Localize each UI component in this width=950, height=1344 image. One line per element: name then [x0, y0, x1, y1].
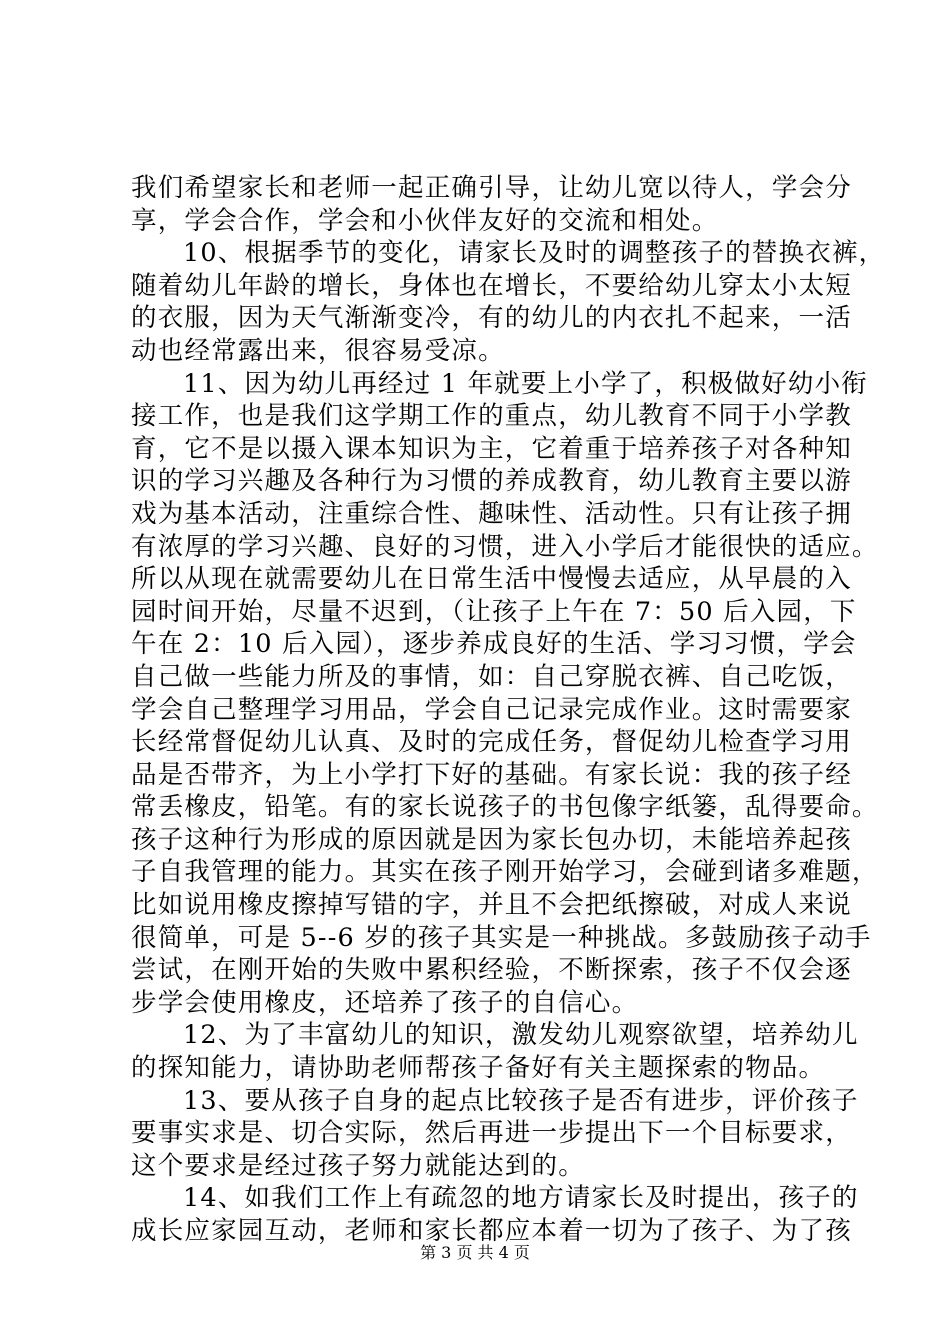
- text-line: 12、为了丰富幼儿的知识，激发幼儿观察欲望，培养幼儿: [183, 1020, 859, 1051]
- document-body: [131, 172, 886, 1248]
- text-line: 午在 2：10 后入园），逐步养成良好的生活、学习习惯，学会: [131, 629, 857, 660]
- text-line: 长经常督促幼儿认真、及时的完成任务，督促幼儿检查学习用: [131, 727, 852, 758]
- page-number: 第 3 页 共 4 页: [420, 1243, 530, 1262]
- page-footer: [0, 1243, 950, 1263]
- text-line: 要事实求是、切合实际，然后再进一步提出下一个目标要求，: [131, 1118, 852, 1149]
- text-line: 有浓厚的学习兴趣、良好的习惯，进入小学后才能很快的适应。: [131, 531, 879, 562]
- text-line: 所以从现在就需要幼儿在日常生活中慢慢去适应，从早晨的入: [131, 564, 852, 595]
- text-line: 10、根据季节的变化，请家长及时的调整孩子的替换衣裤，: [183, 238, 886, 269]
- text-line: 常丢橡皮，铅笔。有的家长说孩子的书包像字纸篓，乱得要命。: [131, 792, 879, 823]
- text-line: 13、要从孩子自身的起点比较孩子是否有进步，评价孩子: [183, 1085, 859, 1116]
- text-line: 尝试，在刚开始的失败中累积经验，不断探索，孩子不仅会逐: [131, 955, 852, 986]
- text-line: 识的学习兴趣及各种行为习惯的养成教育，幼儿教育主要以游: [131, 466, 852, 497]
- text-line: 园时间开始，尽量不迟到，（让孩子上午在 7：50 后入园，下: [131, 596, 857, 627]
- text-line: 品是否带齐，为上小学打下好的基础。有家长说：我的孩子经: [131, 759, 852, 790]
- text-line: 14、如我们工作上有疏忽的地方请家长及时提出，孩子的: [183, 1183, 859, 1214]
- text-line: 的探知能力，请协助老师帮孩子备好有关主题探索的物品。: [131, 1053, 826, 1084]
- text-line: 自己做一些能力所及的事情，如：自己穿脱衣裤、自己吃饭，: [131, 661, 852, 692]
- text-line: 11、因为幼儿再经过 1 年就要上小学了，积极做好幼小衔: [183, 368, 868, 399]
- text-line: 子自我管理的能力。其实在孩子刚开始学习，会碰到诸多难题，: [131, 857, 879, 888]
- text-line: 动也经常露出来，很容易受凉。: [131, 335, 505, 366]
- text-line: 接工作，也是我们这学期工作的重点，幼儿教育不同于小学教: [131, 401, 852, 432]
- text-line: 享，学会合作，学会和小伙伴友好的交流和相处。: [131, 205, 719, 236]
- text-line: 我们希望家长和老师一起正确引导，让幼儿宽以待人，学会分: [131, 173, 852, 203]
- text-line: 比如说用橡皮擦掉写错的字，并且不会把纸擦破，对成人来说: [131, 890, 852, 921]
- text-line: 很简单，可是 5--6 岁的孩子其实是一种挑战。多鼓励孩子动手: [131, 922, 872, 953]
- text-line: 育，它不是以摄入课本知识为主，它着重于培养孩子对各种知: [131, 433, 852, 464]
- text-line: 的衣服，因为天气渐渐变冷，有的幼儿的内衣扎不起来，一活: [131, 303, 852, 334]
- text-line: 成长应家园互动，老师和家长都应本着一切为了孩子、为了孩: [131, 1216, 852, 1246]
- text-line: 孩子这种行为形成的原因就是因为家长包办切，未能培养起孩: [131, 824, 852, 855]
- text-line: 戏为基本活动，注重综合性、趣味性、活动性。只有让孩子拥: [131, 498, 852, 529]
- text-line: 这个要求是经过孩子努力就能达到的。: [131, 1150, 585, 1181]
- text-line: 学会自己整理学习用品，学会自己记录完成作业。这时需要家: [131, 694, 852, 725]
- text-line: 步学会使用橡皮，还培养了孩子的自信心。: [131, 987, 639, 1018]
- text-line: 随着幼儿年龄的增长，身体也在增长，不要给幼儿穿太小太短: [131, 270, 852, 301]
